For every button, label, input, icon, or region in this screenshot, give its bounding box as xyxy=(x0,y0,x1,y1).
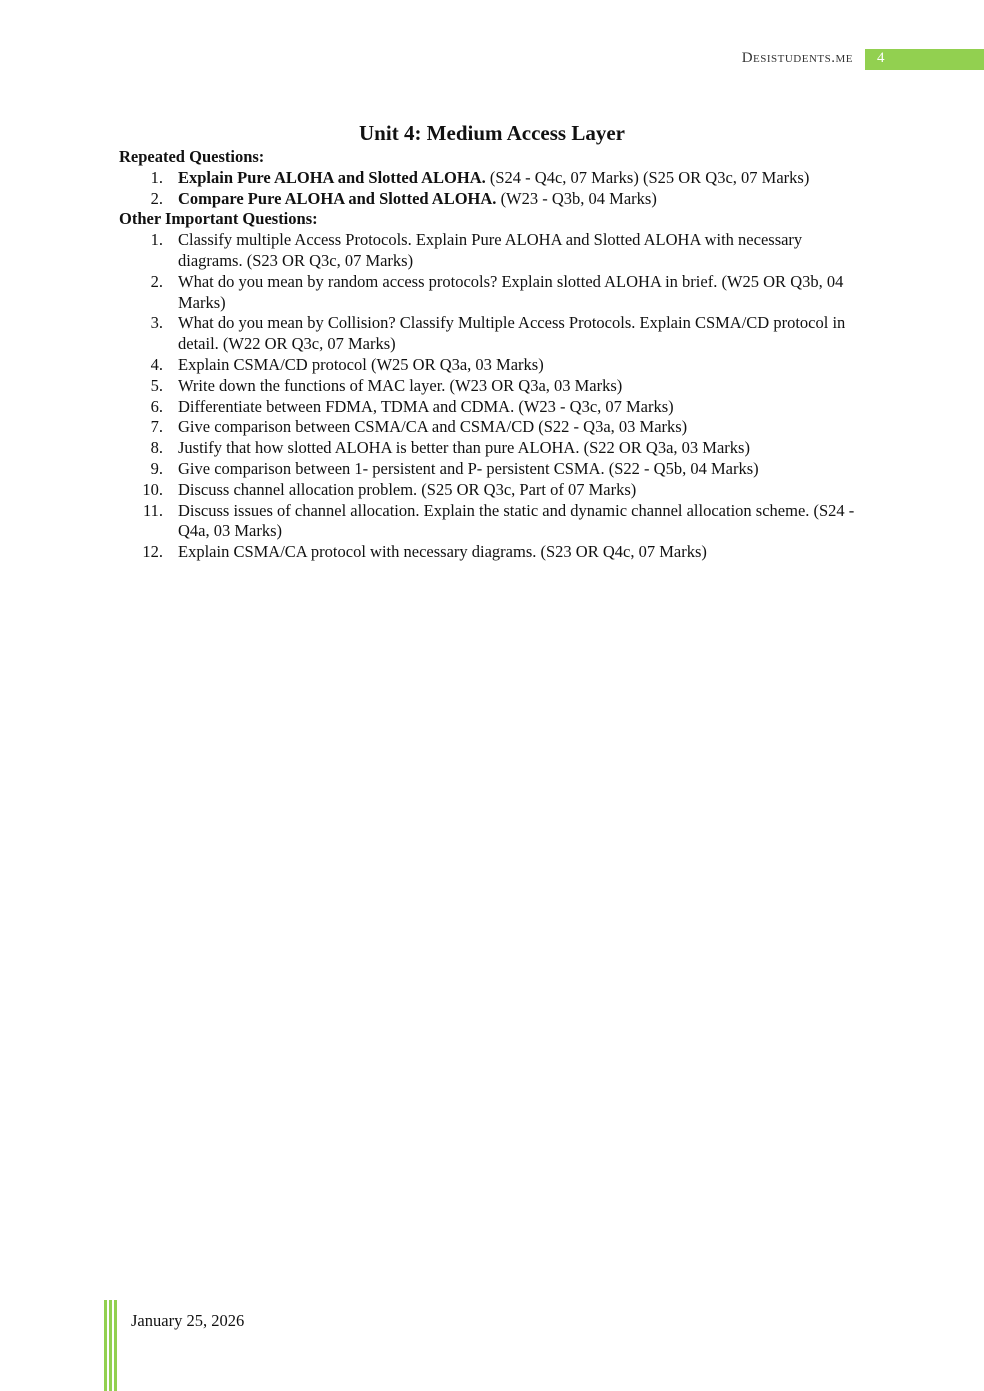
header-page-box xyxy=(865,49,984,70)
item-number: 1. xyxy=(150,230,163,250)
item-text: (W23 - Q3b, 04 Marks) xyxy=(496,188,657,208)
list-item xyxy=(119,272,859,314)
item-text: Explain CSMA/CD protocol (W25 OR Q3a, 03 Marks) xyxy=(178,354,544,374)
list-item xyxy=(119,417,859,438)
other-questions-heading: Other Important Questions: xyxy=(119,209,318,229)
list-item xyxy=(119,355,859,376)
list-item xyxy=(119,397,859,418)
list-item xyxy=(119,168,859,189)
repeated-questions-heading: Repeated Questions: xyxy=(119,147,265,166)
item-text: Classify multiple Access Protocols. Explain Pure ALOHA and Slotted ALOHA with necessary diagrams. (S23 OR Q3c, 07 Marks) xyxy=(178,230,803,270)
item-number: 2. xyxy=(150,271,163,291)
item-number: 12. xyxy=(142,542,163,562)
item-bold-text: Compare Pure ALOHA and Slotted ALOHA. xyxy=(178,188,497,208)
item-number: 1. xyxy=(150,167,163,187)
list-item xyxy=(119,438,859,459)
footer-date: January 25, 2026 xyxy=(131,1311,245,1330)
footer-bar xyxy=(109,1300,112,1391)
item-text: Discuss issues of channel allocation. Explain the static and dynamic channel allocation scheme. (S24 - Q4a, 03 Marks) xyxy=(178,500,855,541)
item-number: 9. xyxy=(150,458,163,478)
item-text: Give comparison between CSMA/CA and CSMA/CD (S22 - Q3a, 03 Marks) xyxy=(178,417,688,437)
list-item xyxy=(119,501,859,543)
item-text: What do you mean by Collision? Classify Multiple Access Protocols. Explain CSMA/CD protocol in detail. (W22 OR Q3c, 07 Marks) xyxy=(178,313,846,354)
item-text: Discuss channel allocation problem. (S25 OR Q3c, Part of 07 Marks) xyxy=(178,479,637,499)
item-number: 5. xyxy=(150,375,163,395)
list-item xyxy=(119,542,859,563)
item-number: 8. xyxy=(150,438,163,458)
item-number: 2. xyxy=(150,188,163,208)
item-text: Justify that how slotted ALOHA is better than pure ALOHA. (S22 OR Q3a, 03 Marks) xyxy=(178,438,750,458)
page-number: 4 xyxy=(877,50,885,66)
list-item xyxy=(119,189,859,210)
footer-accent-bars xyxy=(104,1300,118,1391)
item-bold-text: Explain Pure ALOHA and Slotted ALOHA. xyxy=(178,167,486,187)
item-number: 7. xyxy=(150,417,163,437)
list-item xyxy=(119,459,859,480)
list-item xyxy=(119,313,859,355)
list-item xyxy=(119,376,859,397)
item-text: Explain CSMA/CA protocol with necessary diagrams. (S23 OR Q4c, 07 Marks) xyxy=(178,542,707,562)
footer-bar xyxy=(114,1300,117,1391)
item-number: 4. xyxy=(150,354,163,374)
item-number: 11. xyxy=(142,500,163,520)
item-number: 3. xyxy=(150,313,163,333)
item-text: Write down the functions of MAC layer. (W23 OR Q3a, 03 Marks) xyxy=(178,375,623,395)
list-item xyxy=(119,230,859,272)
header-site-name: Desistudents.me xyxy=(741,50,853,66)
content xyxy=(119,147,859,563)
item-text: Differentiate between FDMA, TDMA and CDMA. (W23 - Q3c, 07 Marks) xyxy=(178,396,674,416)
item-text: (S24 - Q4c, 07 Marks) (S25 OR Q3c, 07 Marks) xyxy=(485,167,810,187)
list-item xyxy=(119,480,859,501)
item-text: Give comparison between 1- persistent and P- persistent CSMA. (S22 - Q5b, 04 Marks) xyxy=(178,458,759,478)
repeated-questions-list xyxy=(119,168,859,210)
item-number: 10. xyxy=(142,479,163,499)
item-number: 6. xyxy=(150,396,163,416)
item-text: What do you mean by random access protocols? Explain slotted ALOHA in brief. (W25 OR Q3b, 04 Marks) xyxy=(178,271,844,312)
footer-bar xyxy=(104,1300,107,1391)
other-questions-list xyxy=(119,230,859,563)
page-title: Unit 4: Medium Access Layer xyxy=(359,121,625,145)
